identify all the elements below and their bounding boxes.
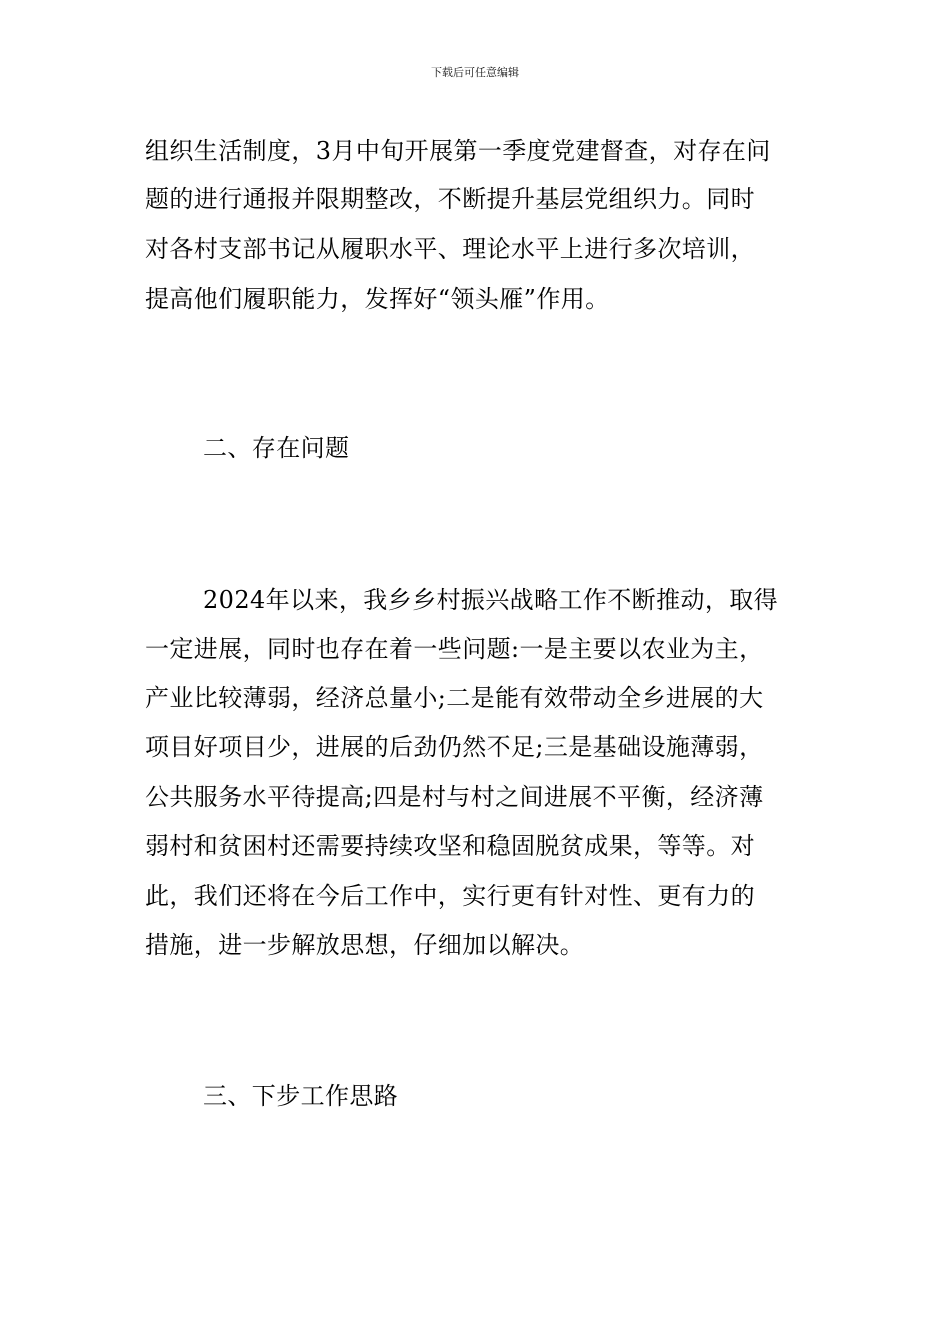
text-line: 此，我们还将在今后工作中，实行更有针对性、更有力的	[145, 882, 755, 910]
text-line: 题的进行通报并限期整改，不断提升基层党组织力。同时	[145, 185, 755, 213]
text-line: 组织生活制度，3月中旬开展第一季度党建督查，对存在问	[145, 137, 771, 165]
page-header: 下载后可任意编辑	[431, 66, 519, 79]
text-line: 产业比较薄弱，经济总量小;二是能有效带动全乡进展的大	[145, 684, 764, 712]
text-line: 2024年以来，我乡乡村振兴战略工作不断推动，取得	[203, 586, 779, 614]
section-heading-next-steps: 三、下步工作思路	[203, 1082, 399, 1110]
section-heading-problems: 二、存在问题	[203, 434, 350, 462]
text-line: 提高他们履职能力，发挥好“领头雁”作用。	[145, 285, 610, 313]
text-line: 对各村支部书记从履职水平、理论水平上进行多次培训，	[145, 235, 755, 263]
text-line: 项目好项目少，进展的后劲仍然不足;三是基础设施薄弱，	[145, 733, 764, 761]
text-line: 公共服务水平待提高;四是村与村之间进展不平衡，经济薄	[145, 783, 764, 811]
text-line: 措施，进一步解放思想，仔细加以解决。	[145, 931, 585, 959]
text-line: 弱村和贫困村还需要持续攻坚和稳固脱贫成果，等等。对	[145, 832, 755, 860]
text-line: 一定进展，同时也存在着一些问题:一是主要以农业为主，	[145, 635, 764, 663]
